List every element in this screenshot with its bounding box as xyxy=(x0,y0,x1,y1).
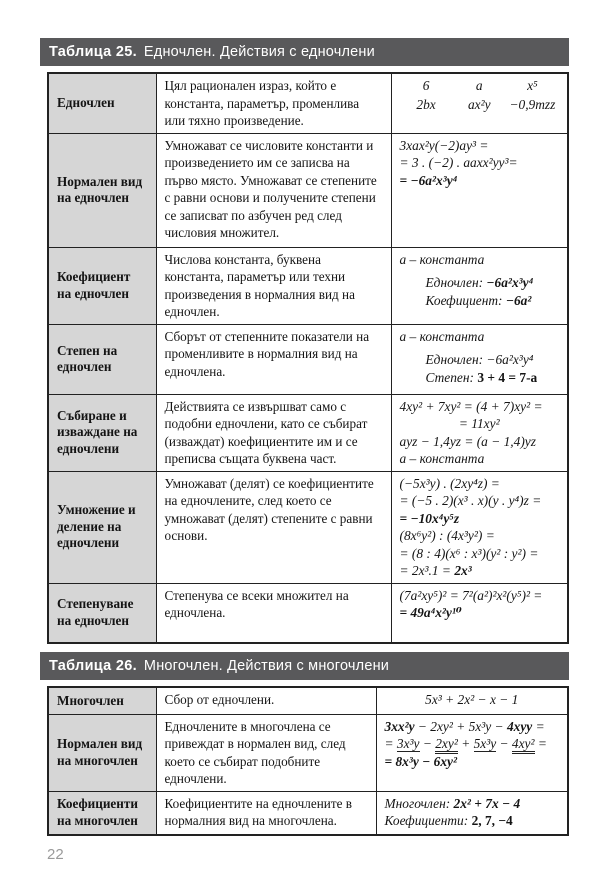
table-row-polynomial xyxy=(48,687,568,714)
example-line: (7a²xy⁵)² = 7²(a²)²x²(y⁵)² = xyxy=(399,587,543,603)
table-row-normal-form-polynomial xyxy=(48,714,568,791)
example-label: Коефициенти: xyxy=(384,813,469,828)
table-row-degree xyxy=(48,324,568,394)
row-label: Многочлен xyxy=(48,687,156,714)
example-line xyxy=(426,351,560,369)
example-label: Многочлен: xyxy=(384,795,451,811)
example-line xyxy=(385,812,560,830)
underlined-term: 5x³y xyxy=(473,736,497,751)
table26-title-bar xyxy=(40,652,569,680)
example-line xyxy=(385,735,560,753)
example-value: x⁵ xyxy=(527,78,538,93)
example-segment: 2x³ xyxy=(454,563,472,578)
example-line: = (8 : 4)(x⁶ : x³)(y² : y²) = xyxy=(399,545,539,561)
example-value: 6 xyxy=(422,78,430,93)
table25-monomials xyxy=(47,72,569,644)
double-underlined-term: 2xy² xyxy=(435,736,458,754)
example-line: a – константа xyxy=(399,451,485,466)
example-line xyxy=(385,795,560,813)
definition-text: Степенува се всеки множител на едночлена. xyxy=(156,583,391,643)
example-cell xyxy=(376,791,568,835)
example-label: Едночлен: xyxy=(425,352,484,367)
example-segment: − xyxy=(419,736,436,751)
definition-text: Цял рационален израз, който е константа, параметър, променлива или тяхно произведение. xyxy=(156,73,391,133)
table-row-monomial xyxy=(48,73,568,133)
example-line xyxy=(426,292,560,310)
underlined-term: 3x³y xyxy=(396,736,420,751)
example-cell xyxy=(391,471,568,583)
example-line: (8x⁶y²) : (4x³y²) = xyxy=(399,528,495,543)
table-row-power xyxy=(48,583,568,643)
example-segment: = xyxy=(534,736,547,751)
example-value: 2bx xyxy=(416,96,436,112)
example-segment: − xyxy=(496,736,512,751)
example-segment: 4xyy xyxy=(506,718,533,734)
table-row-coefficient xyxy=(48,247,568,324)
example-value: a xyxy=(475,78,483,93)
table-row-add-subtract xyxy=(48,394,568,471)
example-segment: − 2xy² + 5x³y − xyxy=(414,718,507,734)
example-segment: = xyxy=(532,718,545,734)
example-value: 3 + 4 = 7-а xyxy=(477,369,538,385)
example-cell xyxy=(391,583,568,643)
page-number: 22 xyxy=(47,846,64,863)
table-row-normal-form xyxy=(48,133,568,247)
example-value: ax²y xyxy=(467,96,491,112)
example-cell xyxy=(376,687,568,714)
example-segment: + xyxy=(457,736,474,751)
row-label: Умножение и деление на едночлени xyxy=(48,471,156,583)
example-value: 2, 7, −4 xyxy=(471,813,513,828)
definition-text: Числова константа, буквена константа, параметър или техни произведения в нормалния вид на едночлен. xyxy=(156,247,391,324)
example-value: −0,9mzz xyxy=(509,96,556,112)
definition-text: Сборът от степенните показатели на променливите в нормалния вид на едночлена. xyxy=(156,324,391,394)
example-label: Коефициент: xyxy=(425,292,503,308)
example-segment: 3xx²y xyxy=(384,718,415,734)
row-label: Нормален вид на едночлен xyxy=(48,133,156,247)
example-line: ayz − 1,4yz = (a − 1,4)yz xyxy=(399,433,536,449)
definition-text: Умножават (делят) се коефициентите на едночлените, след което се умножават (делят) степените с равни основи. xyxy=(156,471,391,583)
example-line: = (−5 . 2)(x³ . x)(y . y⁴)z = xyxy=(399,493,542,508)
example-value: −6a²x³y⁴ xyxy=(486,275,534,290)
definition-text: Едночлените в многочлена се привеждат в нормален вид, след което се събират подобните едночлени. xyxy=(156,714,376,791)
double-underlined-term: 4xy² xyxy=(512,736,535,754)
example-line: = 49a⁴x²y¹⁰ xyxy=(399,605,462,620)
table-row-coefficients-polynomial xyxy=(48,791,568,835)
definition-text: Сбор от едночлени. xyxy=(156,687,376,714)
example-cell xyxy=(391,247,568,324)
row-label: Степен на едночлен xyxy=(48,324,156,394)
table-row-multiply-divide xyxy=(48,471,568,583)
row-label: Едночлен xyxy=(48,73,156,133)
example-value: −6a²x³y⁴ xyxy=(486,352,534,367)
textbook-page xyxy=(0,38,600,889)
example-cell xyxy=(391,73,568,133)
example-line xyxy=(426,369,560,387)
example-line: a – константа xyxy=(399,328,485,344)
row-label: Степенуване на едночлен xyxy=(48,583,156,643)
example-line: a – константа xyxy=(399,251,485,267)
table25-title-bar xyxy=(40,38,569,66)
example-line: 4xy² + 7xy² = (4 + 7)xy² = xyxy=(399,398,543,414)
example-label: Едночлен: xyxy=(425,275,484,290)
example-line xyxy=(385,718,560,736)
monomial-examples xyxy=(400,77,560,113)
example-line: = 11xy² xyxy=(458,416,500,431)
row-label: Нормален вид на многочлен xyxy=(48,714,156,791)
example-line: = 3 . (−2) . aaxx²yy³= xyxy=(399,155,518,170)
row-label: Коефициент на едночлен xyxy=(48,247,156,324)
table25-title-label: Таблица 25. xyxy=(49,44,137,60)
table26-polynomials xyxy=(47,686,569,836)
example-line: = −6a²x³y⁴ xyxy=(399,172,458,188)
example-line: (−5x³y) . (2xy⁴z) = xyxy=(399,475,500,491)
example-cell xyxy=(391,324,568,394)
example-label: Степен: xyxy=(425,369,474,385)
example-line xyxy=(426,274,560,292)
row-label: Събиране и изваждане на едночлени xyxy=(48,394,156,471)
example-value: −6a² xyxy=(505,292,532,308)
table26-title-text: Многочлен. Действия с многочлени xyxy=(143,658,390,674)
example-line xyxy=(400,562,560,580)
example-cell xyxy=(391,394,568,471)
table26-title-label: Таблица 26. xyxy=(49,658,137,674)
example-cell xyxy=(391,133,568,247)
example-line: 3xax²y(−2)ay³ = xyxy=(399,137,489,153)
example-cell xyxy=(376,714,568,791)
example-segment: = xyxy=(384,736,397,751)
definition-text: Действията се извършват само с подобни едночлени, като се събират (изваждат) коефициентите им и се преписва същата буквена част. xyxy=(156,394,391,471)
row-label: Коефициенти на многочлен xyxy=(48,791,156,835)
table25-title-text: Едночлен. Действия с едночлени xyxy=(143,44,375,60)
example-line: 5x³ + 2x² − x − 1 xyxy=(425,692,519,707)
example-value: 2x² + 7x − 4 xyxy=(453,795,521,811)
definition-text: Коефициентите на едночлените в нормалния вид на многочлена. xyxy=(156,791,376,835)
example-line: = −10x⁴y⁵z xyxy=(399,510,460,526)
definition-text: Умножават се числовите константи и произведението им се записва на първо място. Умножават се степените с равни основи и получените степени се записват по азбучен ред след числовия множител. xyxy=(156,133,391,247)
example-line: = 8x³y − 6xy² xyxy=(384,753,457,769)
example-segment: = 2x³.1 = xyxy=(399,563,455,578)
